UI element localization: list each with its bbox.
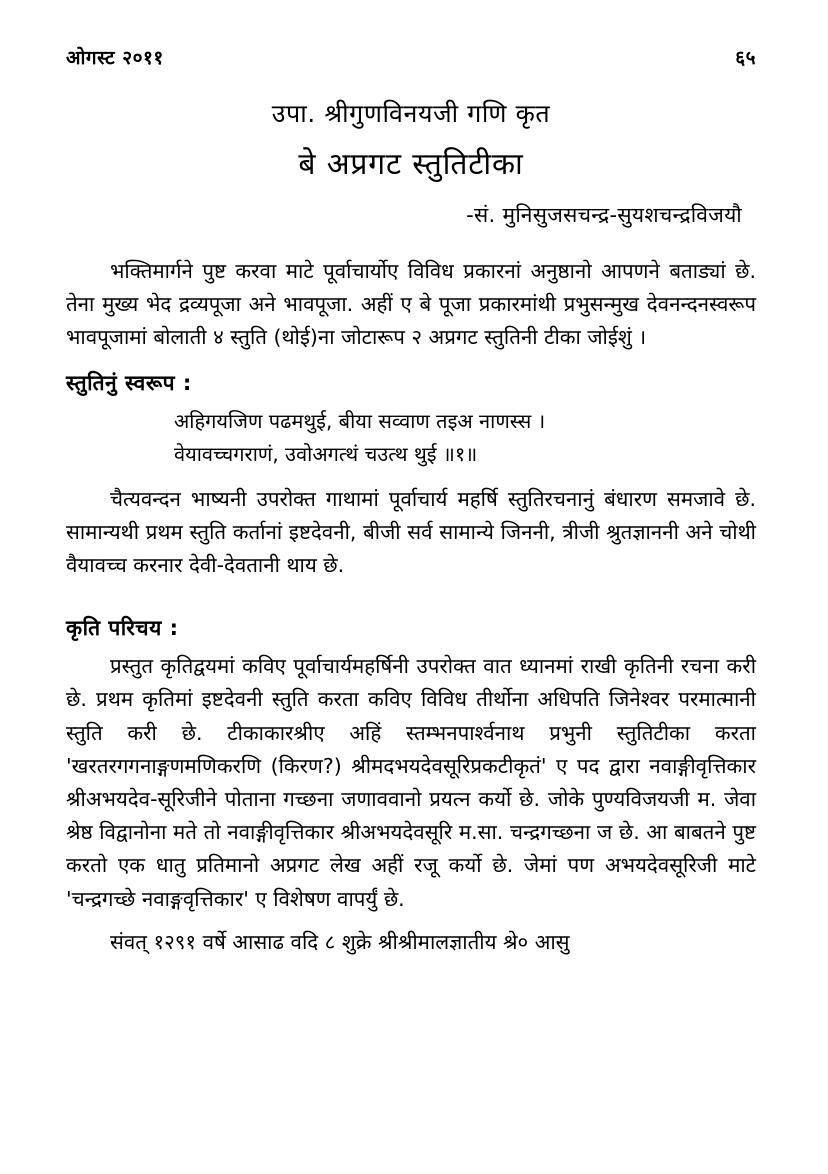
page-number: ६५	[735, 47, 756, 69]
section-heading-kriti-parichay: कृति परिचय :	[66, 616, 179, 641]
article-supertitle: उपा. श्रीगुणविनयजी गणि कृत	[271, 99, 551, 128]
spacer	[66, 592, 756, 600]
paragraph-2: चैत्यवन्दन भाष्यनी उपरोक्त गाथामां पूर्वाचार्य महर्षि स्तुतिरचनानुं बंधारण समजावे छे. सामान्यथी प्रथम स्तुति कर्तानां इष्टदेवनी, बीजी सर्व सामान्ये जिननी, त्रीजी श्रुतज्ञाननी अने चोथी वैयावच्च करनार देवी-देवतानी थाय छे.	[66, 486, 756, 578]
verse-line-2: वेयावच्चगराणं, उवोअगत्थं चउत्थ थुई ॥१॥	[174, 441, 478, 466]
verse-line-1: अहिगयजिण पढमथुई, बीया सव्वाण तइअ नाणस्स ।	[174, 408, 546, 433]
article-title: बे अप्रगट स्तुतिटीका	[298, 147, 524, 182]
running-head	[66, 44, 756, 70]
verse-block	[66, 405, 756, 471]
paragraph-4: संवत् १२९१ वर्षे आसाढ वदि ८ शुक्रे श्रीश्रीमालज्ञातीय श्रे० आसु	[110, 929, 570, 954]
byline: -सं. मुनिसुजसचन्द्र-सुयशचन्द्रविजयौ	[466, 203, 742, 227]
paragraph-1: भक्तिमार्गने पुष्ट करवा माटे पूर्वाचार्योए विविध प्रकारनां अनुष्ठानो आपणने बताड्यां छे. तेना मुख्य भेद द्रव्यपूजा अने भावपूजा. अहीं ए बे पूजा प्रकारमांथी प्रभुसन्मुख देवनन्दनस्वरूप भावपूजामां बोलाती ४ स्तुति (थोई)ना जोटारूप २ अप्रगट स्तुतिनी टीका जोईशुं ।	[66, 259, 756, 350]
paragraph-3: प्रस्तुत कृतिद्वयमां कविए पूर्वाचार्यमहर्षिनी उपरोक्त वात ध्यानमां राखी कृतिनी रचना करी छे. प्रथम कृतिमां इष्टदेवनी स्तुति करता कविए विविध तीर्थोना अधिपति जिनेश्वर परमात्मानी स्तुति करी छे. टीकाकारश्रीए अहिं स्तम्भनपार्श्वनाथ प्रभुनी स्तुतिटीका करता 'खरतरगगनाङ्गणमणिकरणि (किरण?) श्रीमदभयदेवसूरिप्रकटीकृतं' ए पद द्वारा नवाङ्गीवृत्तिकार श्रीअभयदेव-सूरिजीने पोताना गच्छना जणाववानो प्रयत्न कर्यो छे. जोके पुण्यविजयजी म. जेवा श्रेष्ठ विद्वानोना मते तो नवाङ्गीवृत्तिकार श्रीअभयदेवसूरि म.सा. चन्द्रगच्छना ज छे. आ बाबतने पुष्ट करतो एक धातु प्रतिमानो अप्रगट लेख अहीं रजू कर्यो छे. जेमां पण अभयदेवसूरिजी माटे 'चन्द्रगच्छे नवाङ्गवृत्तिकार' ए विशेषण वापर्युं छे.	[66, 654, 756, 911]
section-heading-stuti-swaroop: स्तुतिनुं स्वरूप :	[66, 370, 192, 395]
issue-date: ओगस्ट २०११	[66, 47, 164, 69]
title-block	[66, 96, 756, 183]
